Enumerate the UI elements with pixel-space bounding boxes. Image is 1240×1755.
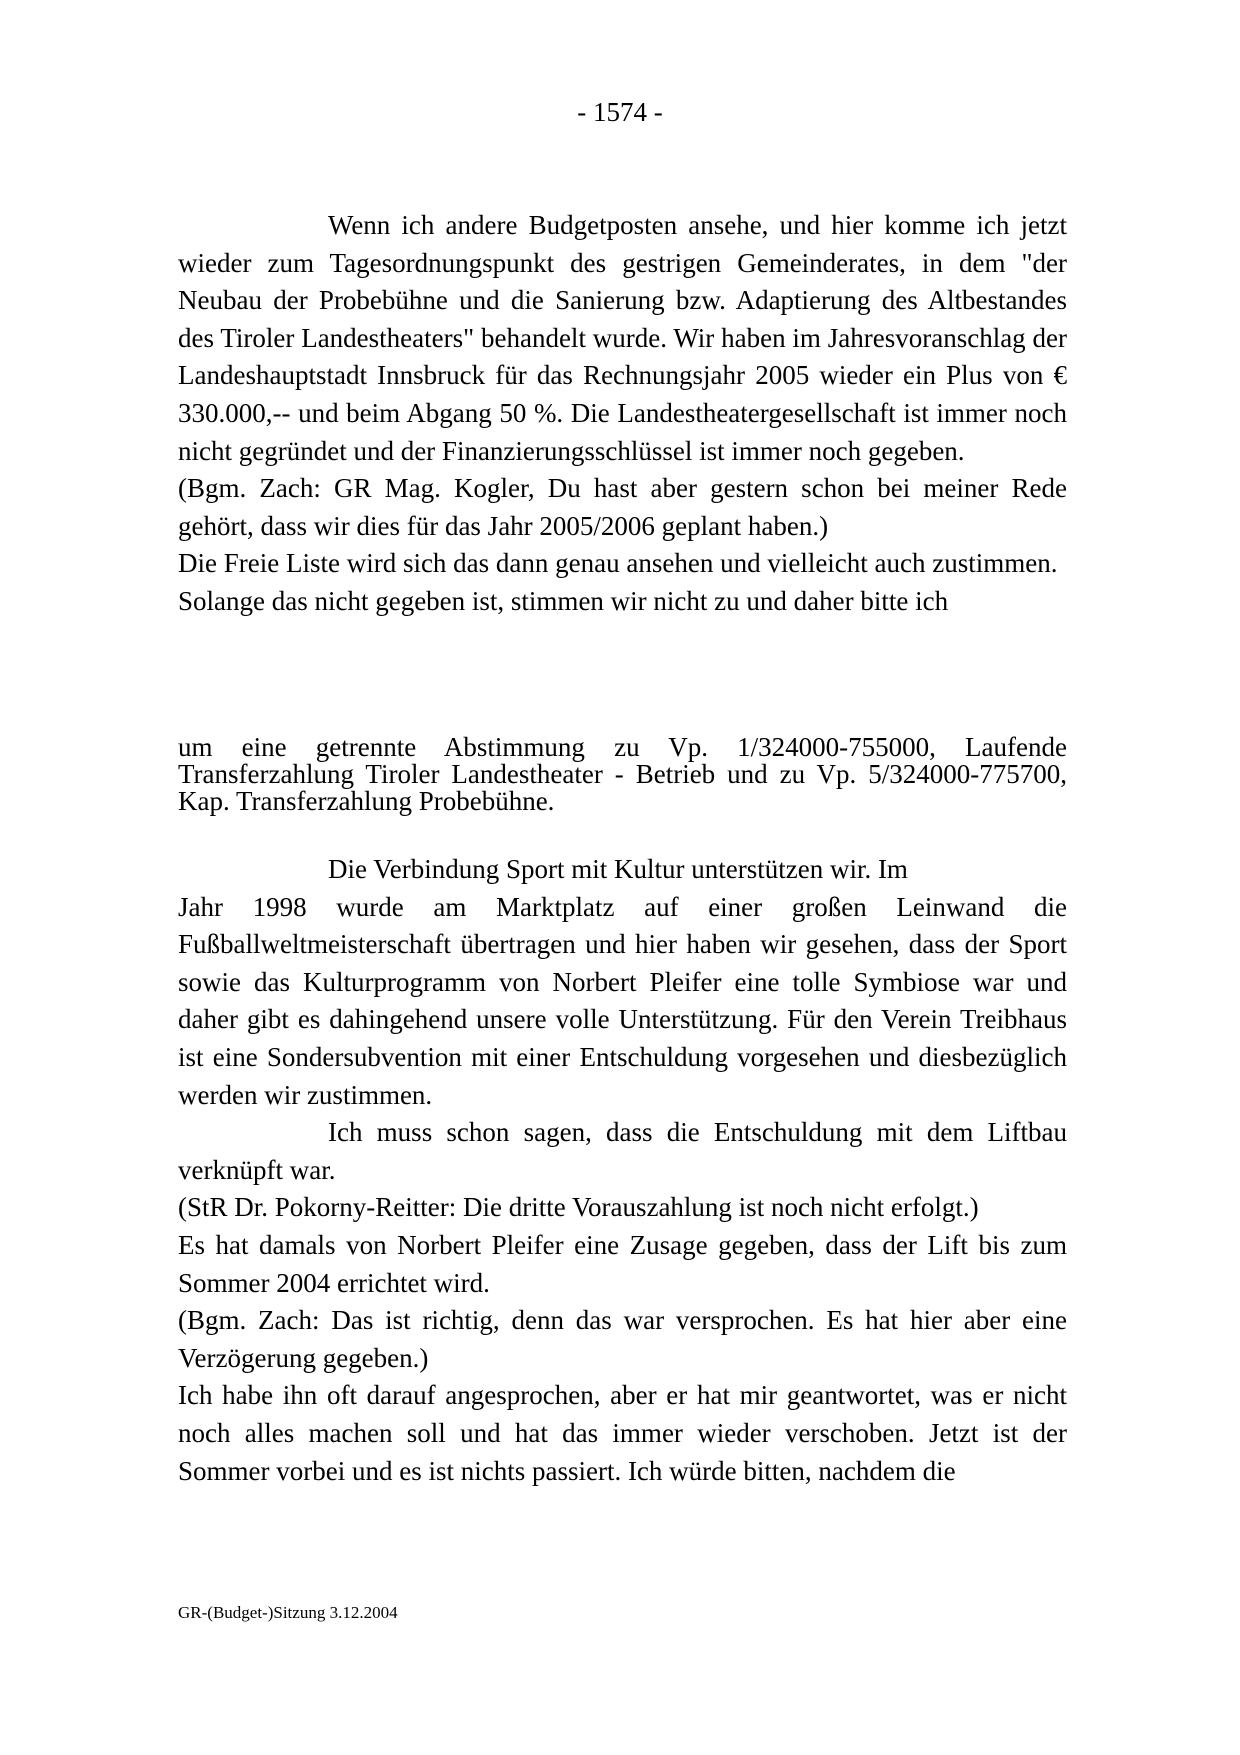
motion-text — [178, 734, 1067, 815]
motion-paragraph: um eine getrennte Abstimmung zu Vp. 1/324000-755000, Laufende Transferzahlung Tiroler Landestheater - Betrieb und zu Vp. 5/324000-775700, Kap. Transferzahlung Probebühne. — [178, 732, 1067, 816]
interjection-pokorny-reitter: (StR Dr. Pokorny-Reitter: Die dritte Vorauszahlung ist noch nicht erfolgt.) — [178, 1192, 979, 1223]
paragraph-entschuldung: Ich muss schon sagen, dass die Entschuldung mit dem Liftbau verknüpft war. — [178, 1117, 1067, 1185]
paragraph-sport-kultur: Jahr 1998 wurde am Marktplatz auf einer großen Leinwand die Fußballweltmeisterschaft übertragen und hier haben wir gesehen, dass der Sport sowie das Kulturprogramm von Norbert Pleifer eine tolle Symbiose war und daher gibt es dahingehend unsere volle Unterstützung. Für den Verein Treibhaus ist eine Sondersubvention mit einer Entschuldung vorgesehen und diesbezüglich werden wir zustimmen. — [178, 891, 1067, 1110]
paragraph-sport-kultur-intro: Die Verbindung Sport mit Kultur unterstützen wir. Im — [328, 854, 908, 884]
page-footer: GR-(Budget-)Sitzung 3.12.2004 — [178, 1603, 398, 1622]
interjection-bgm-zach: (Bgm. Zach: GR Mag. Kogler, Du hast aber gestern schon bei meiner Rede gehört, dass wir dies für das Jahr 2005/2006 geplant haben.) — [178, 473, 1067, 541]
body-text-bottom — [178, 851, 1067, 1490]
paragraph-freie-liste: Die Freie Liste wird sich das dann genau ansehen und vielleicht auch zustimmen. Solange das nicht gegeben ist, stimmen wir nicht zu und daher bitte ich — [178, 548, 1058, 616]
paragraph-lift-zusage: Es hat damals von Norbert Pleifer eine Zusage gegeben, dass der Lift bis zum Sommer 2004 errichtet wird. — [178, 1229, 1067, 1298]
page-number: - 1574 - — [577, 97, 663, 127]
body-text-top — [178, 207, 1067, 621]
paragraph-budget: Wenn ich andere Budgetposten ansehe, und hier komme ich jetzt wieder zum Tagesordnungspunkt des gestrigen Gemeinderates, in dem "der Neubau der Probebühne und die Sanierung bzw. Adaptierung des Altbestandes des Tiroler Landestheaters" behandelt wurde. Wir haben im Jahresvoranschlag der Landeshauptstadt Innsbruck für das Rechnungsjahr 2005 wieder ein Plus von € 330.000,-- und beim Abgang 50 %. Die Landestheatergesellschaft ist immer noch nicht gegründet und der Finanzierungsschlüssel ist immer noch gegeben. — [178, 210, 1067, 466]
interjection-bgm-zach-2: (Bgm. Zach: Das ist richtig, denn das war versprochen. Es hat hier aber eine Verzögerung gegeben.) — [178, 1305, 1067, 1373]
paragraph-verschoben: Ich habe ihn oft darauf angesprochen, aber er hat mir geantwortet, was er nicht noch alles machen soll und hat das immer wieder verschoben. Jetzt ist der Sommer vorbei und es ist nichts passiert. Ich würde bitten, nachdem die — [178, 1380, 1067, 1486]
